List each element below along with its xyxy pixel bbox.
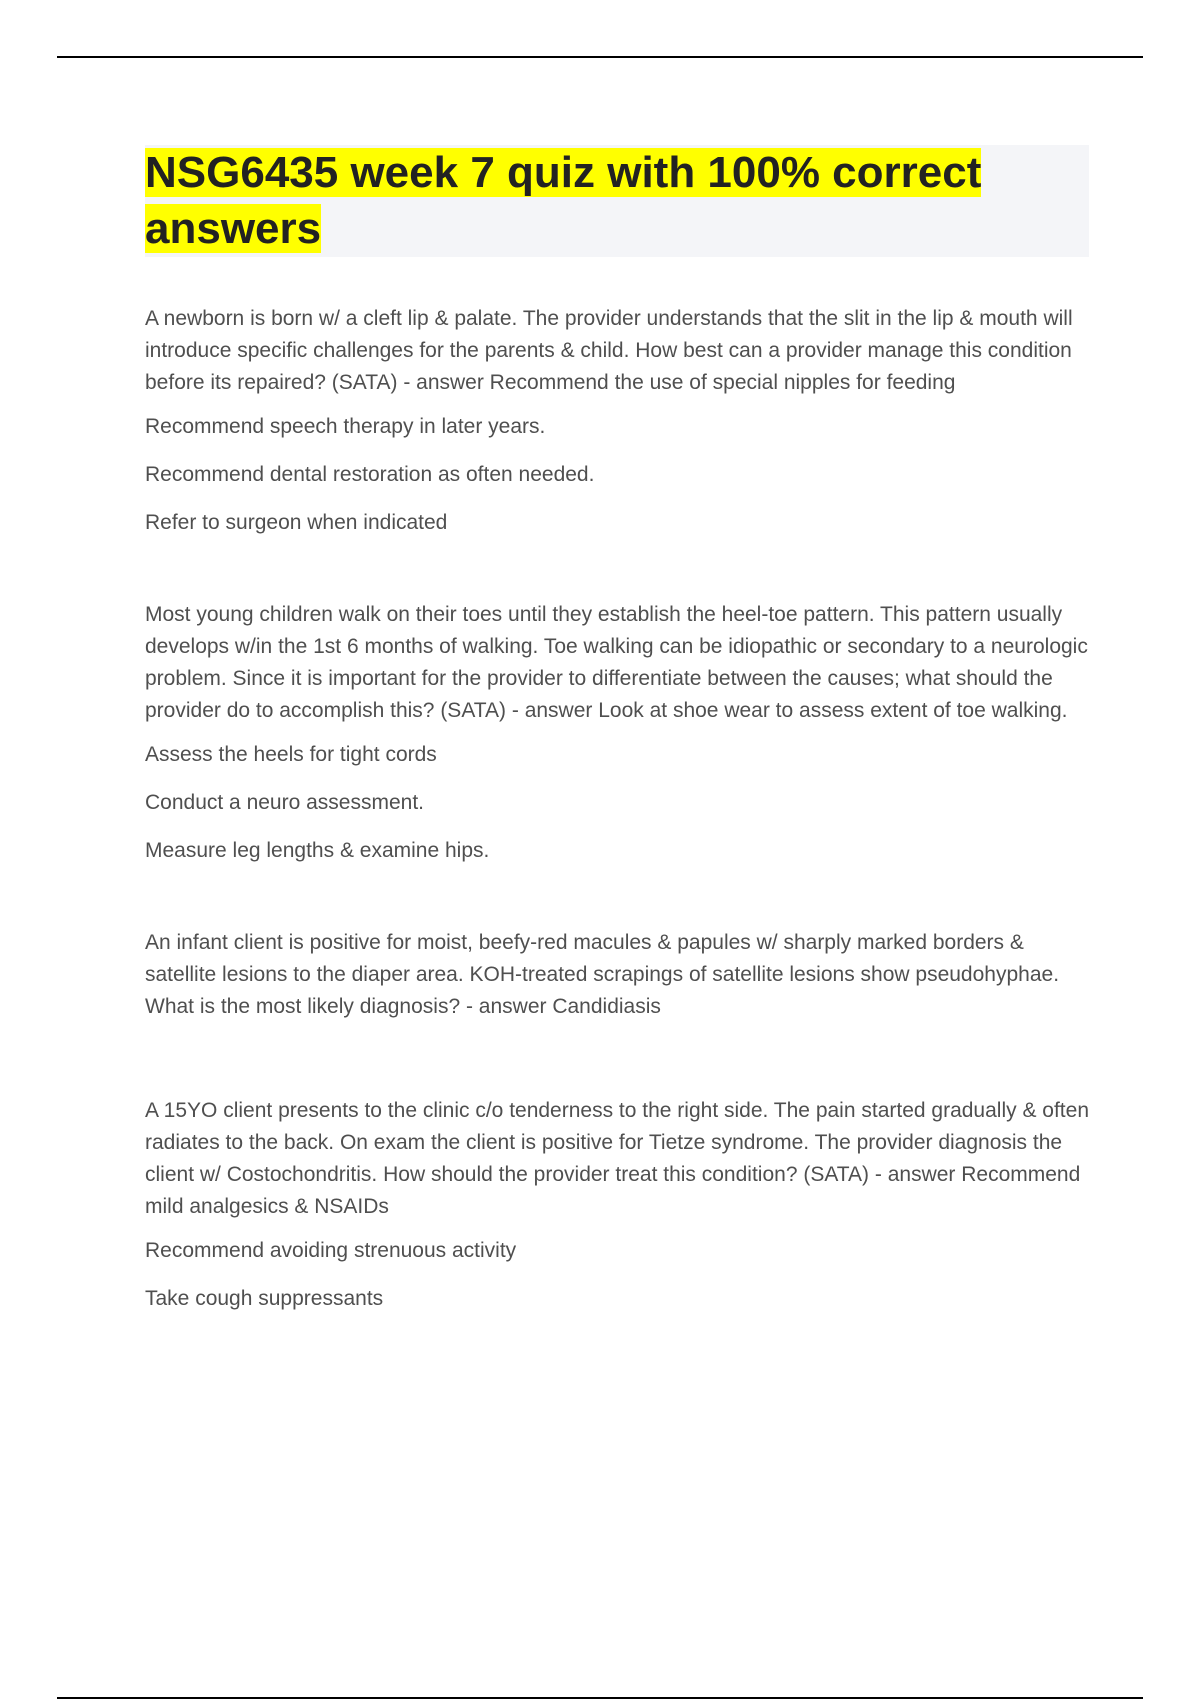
answer-option: Take cough suppressants [145, 1287, 384, 1310]
question-text: An infant client is positive for moist, beefy-red macules & papules w/ sharply marked borders & satellite lesions to the diaper area. KOH-treated scrapings of satellite lesions show pseudohyphae. What is the most likely diagnosis? - answer Candidiasis [145, 931, 1060, 1018]
qa-block [145, 599, 1090, 867]
answer-option: Assess the heels for tight cords [145, 743, 437, 766]
question-text: A 15YO client presents to the clinic c/o tenderness to the right side. The pain started gradually & often radiates to the back. On exam the client is positive for Tietze syndrome. The provider diagnosis the client w/ Costochondritis. How should the provider treat this condition? (SATA) - answer Recommend mild analgesics & NSAIDs [145, 1099, 1089, 1218]
answer-option: Refer to surgeon when indicated [145, 511, 448, 534]
section-gap [145, 867, 1090, 927]
qa-block [145, 1095, 1090, 1315]
document-body [145, 303, 1090, 1315]
answer-option: Measure leg lengths & examine hips. [145, 839, 490, 862]
answer-option: Recommend dental restoration as often needed. [145, 463, 595, 486]
question-text: Most young children walk on their toes until they establish the heel-toe pattern. This pattern usually develops w/in the 1st 6 months of walking. Toe walking can be idiopathic or secondary to a neurologic problem. Since it is important for the provider to differentiate between the causes; what should the provider do to accomplish this? (SATA) - answer Look at shoe wear to assess extent of toe walking. [145, 603, 1088, 722]
section-gap [145, 539, 1090, 599]
top-rule [57, 56, 1143, 58]
answer-option: Conduct a neuro assessment. [145, 791, 424, 814]
answer-option: Recommend avoiding strenuous activity [145, 1239, 517, 1262]
qa-block [145, 303, 1090, 539]
document-title [145, 145, 1089, 257]
question-text: A newborn is born w/ a cleft lip & palate. The provider understands that the slit in the lip & mouth will introduce specific challenges for the parents & child. How best can a provider manage this condition before its repaired? (SATA) - answer Recommend the use of special nipples for feeding [145, 307, 1073, 394]
document-title-text: NSG6435 week 7 quiz with 100% correct answers [145, 148, 982, 253]
qa-block [145, 927, 1090, 1023]
answer-option: Recommend speech therapy in later years. [145, 415, 546, 438]
section-gap [145, 1035, 1090, 1095]
title-box [145, 145, 1089, 257]
bottom-rule [57, 1697, 1143, 1699]
